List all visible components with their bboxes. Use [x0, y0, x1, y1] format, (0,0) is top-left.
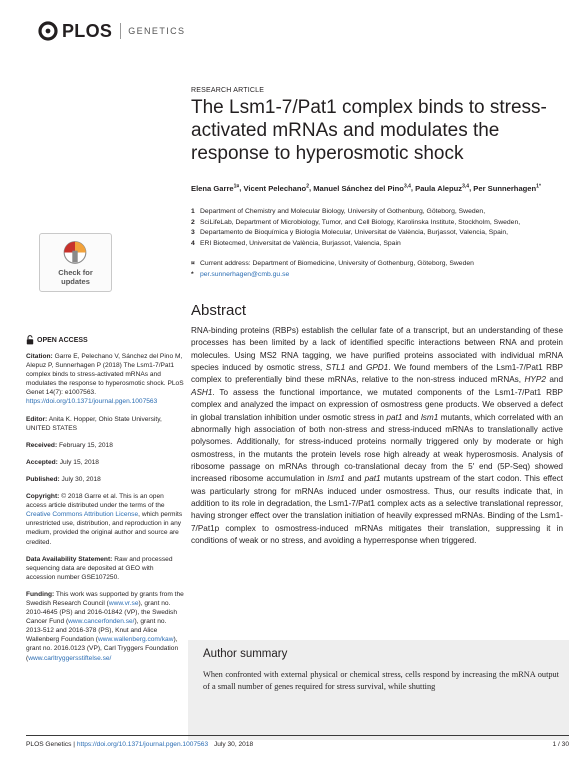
received-text: February 15, 2018: [59, 441, 113, 449]
funding-text-1: This work was supported by grants from the Swedish Research Council (: [26, 590, 184, 607]
copyright-label: Copyright:: [26, 493, 60, 501]
gene-name: GPD1: [365, 363, 389, 373]
funding-link-vr[interactable]: www.vr.se: [108, 599, 139, 607]
footer-separator: |: [73, 741, 76, 748]
current-address: ¤ Current address: Department of Biomedicine, University of Gothenburg, Göteborg, Sweden: [191, 260, 474, 267]
logo-divider: [120, 23, 121, 39]
citation: [26, 352, 184, 407]
abstract-text: [191, 325, 563, 547]
published-label: Published:: [26, 475, 60, 483]
gene-name: HYP2: [524, 375, 546, 385]
author[interactable]: Paula Alepuz$^{3,4}$: [415, 183, 470, 193]
funding-link-wallenberg[interactable]: www.wallenberg.com/kaw: [97, 636, 174, 644]
abstract-segment: mutants, which correlated with an abnormally high association of both non-stress and stress-induced mRNAs to translationally active polysomes. Additionally, for stress-induced proteins normally triggered only by moderate or high osmostress, in the mutants the protein levels rose high already at weak hyperosmosis. Analysis of ribosome passage on mRNAs through co-translational decay from the 5′ end (5P-Seq) showed increased ribosome accumulation in: [191, 412, 564, 484]
author-list: Elena Garre$^{1¤}$, Vicent Pelechano$^2$, Manuel Sánchez del Pino$^{3,4}$, Paula Alepuz$^{3,4}$, Per Sunnerhagen$^{1*}$: [191, 183, 541, 193]
article-metadata: [26, 352, 184, 671]
page-number: 1 / 30: [552, 741, 569, 748]
open-access-label: [26, 335, 88, 345]
footer-citation: [26, 741, 253, 748]
editor-label: Editor:: [26, 415, 48, 423]
accepted-date: [26, 458, 184, 467]
funding-link-cancerfonden[interactable]: www.cancerfonden.se/: [68, 618, 135, 626]
author[interactable]: Per Sunnerhagen$^{1*}$: [473, 183, 541, 193]
open-access-text: OPEN ACCESS: [37, 336, 88, 344]
plos-logo-icon: [38, 21, 58, 41]
published-date: [26, 475, 184, 484]
affiliation: 4 ERI Biotecmed, Universitat de València, Burjassot, Valencia, Spain: [191, 239, 401, 247]
editor-text: Anita K. Hopper, Ohio State University, UNITED STATES: [26, 415, 162, 432]
check-for-updates-line-2: updates: [61, 277, 90, 286]
abstract-segment: and: [545, 375, 564, 385]
crossmark-icon: [55, 239, 95, 266]
author[interactable]: Vicent Pelechano$^2$: [243, 183, 309, 193]
copyright-text: © 2018 Garre et al. This is an open access article distributed under the terms of the: [26, 493, 165, 510]
data-availability-label: Data Availability Statement:: [26, 555, 113, 563]
gene-name: pat1: [386, 412, 403, 422]
author[interactable]: Manuel Sánchez del Pino$^{3,4}$: [313, 183, 411, 193]
corresponding-email-link[interactable]: per.sunnerhagen@cmb.gu.se: [200, 270, 290, 278]
abstract-heading: Abstract: [191, 302, 247, 319]
funding-text-4: ), grant no. 2016.0123 (VP), Carl Tryggers Foundation (: [26, 636, 179, 662]
copyright: [26, 492, 184, 547]
journal-logo: [38, 20, 185, 42]
author-notes: [191, 259, 563, 280]
gene-name: ASH1: [191, 387, 213, 397]
funding: [26, 590, 184, 663]
copyright-text-end: , which permits unrestricted use, distribution, and reproduction in any medium, provided the original author and source are credited.: [26, 511, 183, 546]
gene-name: pat1: [364, 474, 381, 484]
footer-rule: [26, 735, 569, 736]
affiliation: 3 Departamento de Bioquímica y Biología Molecular, Universitat de València, Burjassot, Valencia, Spain,: [191, 229, 509, 236]
accepted-text: July 15, 2018: [59, 458, 99, 466]
abstract-segment: and: [345, 363, 366, 373]
abstract-segment: RNA-binding proteins (RBPs) establish the cellular fate of a transcript, but an understanding of these processes has been limited by a lack of identified specific interactions between RNA and protein molecules. Using MS2 RNA tagging, we have purified proteins associated with individual mRNA species induced by osmotic stress,: [191, 326, 563, 373]
license-link[interactable]: Creative Commons Attribution License: [26, 511, 139, 519]
footer-date: July 30, 2018: [213, 741, 254, 748]
gene-name: lsm1: [327, 474, 345, 484]
open-lock-icon: [26, 335, 34, 345]
funding-text-3: ), grant no. 2013-512 and 2016-378 (PS), Knut and Alice Wallenberg Foundation (: [26, 618, 167, 644]
data-availability-text: Raw and processed sequencing data are deposited at GEO with accession number GSE107250.: [26, 555, 173, 581]
abstract-segment: and: [344, 474, 365, 484]
abstract-segment: . To assess the functional importance, we mutated components of the Lsm1-7/Pat1 RBP complex and analyzed the impact on expression of osmostress gene products. We observed a defect in global translation inhibition under osmotic stress in: [191, 387, 563, 422]
affiliation: 1 Department of Chemistry and Molecular Biology, University of Gothenburg, Göteborg, Sweden,: [191, 208, 486, 215]
abstract-segment: mutants upstream of the start codon. This effect was particularly strong for mRNAs induced under osmostress. Thus, our results indicate that, in addition to its role in degradation, the Lsm1-7/Pat1 complex acts as a selective translational repressor, having stronger effect over the translation initiation of heavily expressed mRNAs. Binding of the Lsm1-7/Pat1p complex to osmostress-induced mRNAs mitigates their translation, suppressing it in conditions of weak or no stress, and avoiding a hyperresponse when triggered.: [191, 474, 563, 546]
journal-name: GENETICS: [128, 26, 186, 36]
article-title: The Lsm1-7/Pat1 complex binds to stress-activated mRNAs and modulates the response to hyperosmotic shock: [191, 97, 547, 164]
author[interactable]: Elena Garre$^{1¤}$: [191, 183, 240, 193]
footer-doi-link[interactable]: https://doi.org/10.1371/journal.pgen.1007563: [76, 741, 209, 748]
citation-doi-link[interactable]: https://doi.org/10.1371/journal.pgen.1007563: [26, 398, 158, 406]
author-summary-heading: Author summary: [203, 648, 288, 660]
corresponding-author: * per.sunnerhagen@cmb.gu.se: [191, 270, 563, 281]
editor: [26, 415, 184, 433]
funding-text-2: ), grant no. 2010-4645 (PS) and 2016-01842 (VP), the Swedish Cancer Fund (: [26, 599, 178, 626]
data-availability: [26, 555, 184, 582]
gene-name: STL1: [325, 363, 346, 373]
affiliation-list: [191, 207, 563, 249]
accepted-label: Accepted:: [26, 458, 58, 466]
published-text: July 30, 2018: [61, 475, 101, 483]
affiliation: 2 SciLifeLab, Department of Microbiology, Tumor, and Cell Biology, Karolinska Institute, Stockholm, Sweden,: [191, 218, 521, 226]
funding-link-tryggers[interactable]: www.carltryggersstiftelse.se/: [28, 654, 112, 662]
citation-text: Garre E, Pelechano V, Sánchez del Pino M, Alepuz P, Sunnerhagen P (2018) The Lsm1-7/Pat1 complex binds to stress-activated mRNAs and modulates the response to hyperosmotic shock. PLoS Genet 14(7): e1007563.: [26, 353, 184, 397]
abstract-segment: and: [402, 412, 421, 422]
gene-name: lsm1: [420, 412, 439, 422]
check-for-updates-line-1: Check for: [58, 268, 93, 277]
brand-name: PLOS: [62, 20, 113, 41]
check-for-updates-label: [40, 268, 111, 286]
check-for-updates-badge[interactable]: [39, 233, 112, 292]
citation-label: Citation:: [26, 353, 53, 360]
abstract-segment: . We found members of the Lsm1-7/Pat1 RBP complex to preferentially bind these mRNAs, relative to the non-stress induced mRNAs,: [191, 363, 564, 385]
footer-journal: PLOS Genetics: [26, 741, 72, 748]
author-summary-text: When confronted with external physical or chemical stress, cells respond by increasing the mRNA output of a small number of genes required for stress survival, while shutting: [203, 670, 559, 692]
received-label: Received:: [26, 441, 58, 449]
received-date: [26, 441, 184, 450]
article-type: RESEARCH ARTICLE: [191, 87, 265, 94]
funding-label: Funding:: [26, 590, 55, 598]
